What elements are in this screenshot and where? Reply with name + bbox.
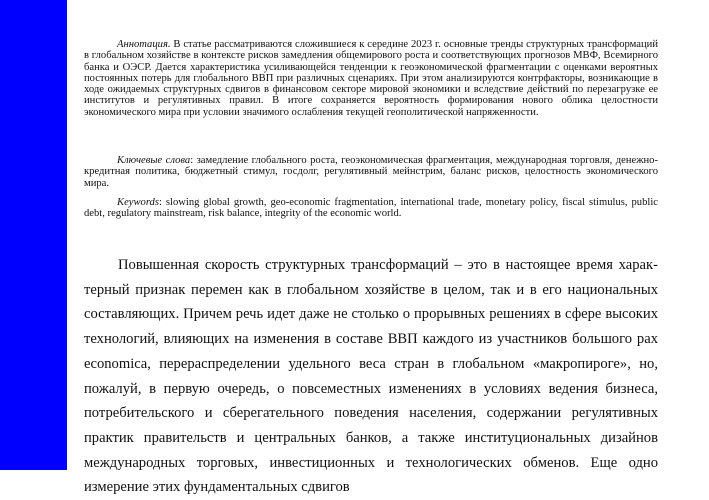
keywords-en-label: Keywords	[117, 197, 159, 208]
abstract	[84, 39, 658, 118]
keywords-ru-text: : замедление глобального роста, геоэкономическая фрагментация, международная торговля, денежно-кредитная политика, бюджетный стимул, госдолг, регулятивный мейнстрим, баланс рисков, целостность экономического мира.	[84, 155, 659, 189]
abstract-text: В статье рассматриваются сложившиеся к середине 2023 г. основные тренды структурных трансформаций в глобальном хозяйстве в контексте рисков замедления общемирового роста и соответствующих прогнозов МВФ, Всемирного банка и ОЭСР. Дается характеристика усиливающейся тенденции к геоэкономической фрагментации с оценками вероятных постоянных потерь для глобального ВВП при различных сценариях. При этом анализируются контрфакторы, возникающие в ходе ожидаемых структурных сдвигов в финансовом секторе мировой экономики и вследствие действий по перезагрузке ее институтов и регулятивных правил. В итоге сохраняется вероятность формирования нового облика целостности экономического мира при условии значимого ослабления текущей геополитической напряженности.	[84, 39, 658, 118]
keywords-ru-label: Ключевые слова	[117, 155, 191, 166]
keywords-en-text: : slowing global growth, geo-economic fragmentation, international trade, monetary policy, fiscal stimulus, public debt, regulatory mainstream, risk balance, integrity of the economic world.	[84, 197, 658, 220]
body-paragraph: Повышенная скорость структурных трансформаций – это в настоящее время характерный признак перемен как в глобальном хозяйстве в целом, так и в его национальных составляющих. Причем речь идет даже не столько о прорывных решениях в сфере высоких технологий, влияющих на изменения в составе ВВП каждого из участников большого рах economica, перераспределении удельного веса стран в глобальном «макропироге», но, пожалуй, в первую очередь, о повсеместных изменениях в условиях ведения бизнеса, потребительского и сберегательного поведения населения, содержании регулятивных практик правительств и центральных банков, а также институциональных дизайнов международных торговых, инвестиционных и технологических обменов. Еще одно измерение этих фундаментальных сдвигов	[84, 257, 658, 496]
left-blue-bar	[0, 0, 67, 470]
abstract-label: Аннотация.	[117, 39, 171, 50]
keywords-ru	[84, 155, 658, 189]
document-page	[67, 0, 709, 496]
keywords-en	[84, 197, 658, 220]
